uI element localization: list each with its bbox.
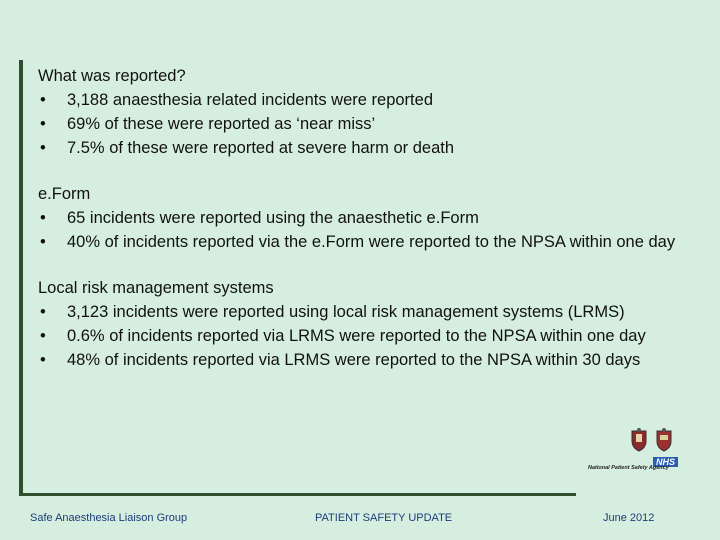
list-item xyxy=(38,348,688,372)
crest-logos xyxy=(630,428,676,454)
list-item-text: 3,123 incidents were reported using local risk management systems (LRMS) xyxy=(67,303,625,321)
bullet-icon: • xyxy=(40,351,46,369)
list-item xyxy=(38,300,688,324)
section-eform xyxy=(38,182,688,254)
section-what-was-reported xyxy=(38,64,688,160)
list-item-text: 65 incidents were reported using the anaesthetic e.Form xyxy=(67,209,479,227)
bullet-icon: • xyxy=(40,139,46,157)
coat-of-arms-icon xyxy=(630,428,648,452)
bottom-accent-rule xyxy=(19,493,576,496)
nhs-logo: NHS xyxy=(653,457,678,467)
bullet-icon: • xyxy=(40,209,46,227)
bullet-icon: • xyxy=(40,303,46,321)
slide-content xyxy=(38,64,688,394)
list-item-text: 40% of incidents reported via the e.Form were reported to the NPSA within one day xyxy=(67,233,676,251)
section-heading: Local risk management systems xyxy=(38,279,274,297)
bullet-icon: • xyxy=(40,115,46,133)
footer-title: PATIENT SAFETY UPDATE xyxy=(315,512,453,524)
bullet-icon: • xyxy=(40,327,46,345)
list-item xyxy=(38,206,688,230)
bullet-icon: • xyxy=(40,91,46,109)
bullet-list xyxy=(38,300,688,372)
list-item xyxy=(38,230,688,254)
section-heading: e.Form xyxy=(38,185,91,203)
npsa-logo-text: National Patient Safety Agency xyxy=(588,465,669,471)
list-item-text: 3,188 anaesthesia related incidents were reported xyxy=(67,91,433,109)
list-item xyxy=(38,136,688,160)
list-item-text: 0.6% of incidents reported via LRMS were reported to the NPSA within one day xyxy=(67,327,646,345)
list-item-text: 7.5% of these were reported at severe harm or death xyxy=(67,139,455,157)
bullet-list xyxy=(38,206,688,254)
coat-of-arms-icon xyxy=(655,428,673,452)
list-item xyxy=(38,324,688,348)
bullet-icon: • xyxy=(40,233,46,251)
section-heading: What was reported? xyxy=(38,67,186,85)
list-item-text: 48% of incidents reported via LRMS were reported to the NPSA within 30 days xyxy=(67,351,641,369)
list-item xyxy=(38,88,688,112)
left-accent-rule xyxy=(19,60,23,496)
bullet-list xyxy=(38,88,688,160)
section-local-risk-management xyxy=(38,276,688,372)
footer-organisation: Safe Anaesthesia Liaison Group xyxy=(30,512,188,524)
list-item xyxy=(38,112,688,136)
footer-date: June 2012 xyxy=(603,512,655,524)
list-item-text: 69% of these were reported as ‘near miss’ xyxy=(67,115,376,133)
